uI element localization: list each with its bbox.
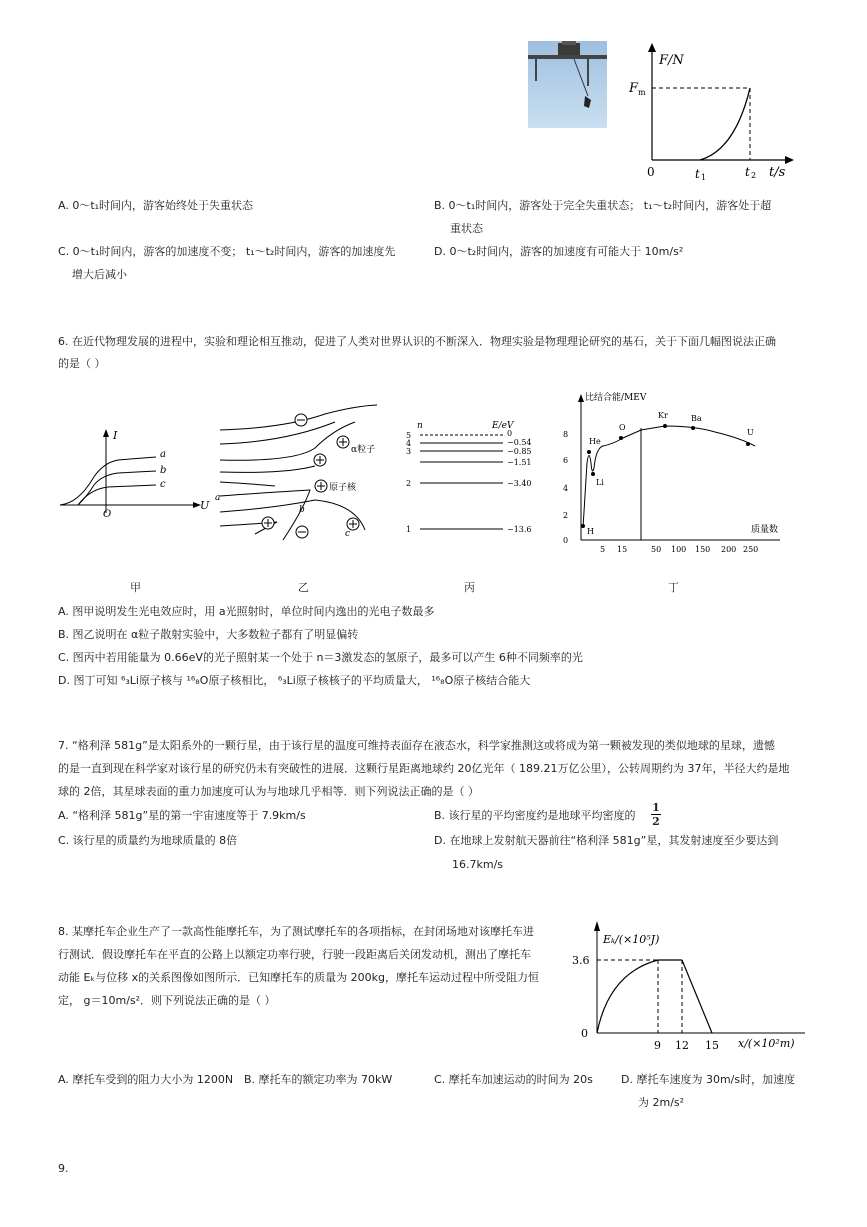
ding-xtick-50: 50 [651, 545, 662, 554]
caption-jia: 甲 [130, 581, 141, 594]
ding-ytick-4: 4 [563, 484, 569, 493]
jia-origin: O [103, 509, 112, 520]
figure-yi-scattering [215, 400, 380, 545]
kinetic-energy-graph [565, 915, 810, 1055]
ek-graph-x12: 12 [675, 1039, 689, 1052]
graph-xlabel: t/s [769, 165, 786, 180]
ding-xtick-100: 100 [671, 545, 687, 554]
bing-e4: −0.54 [507, 438, 532, 447]
figure-jia-photoelectric [58, 425, 208, 520]
ding-xtick-250: 250 [743, 545, 759, 554]
q7-fraction-den: 2 [652, 815, 660, 828]
figure-bing-energy-levels [400, 417, 550, 539]
q6-option-b: B. 图乙说明在 α粒子散射实验中，大多数粒子都有了明显偏转 [58, 628, 359, 641]
q5-option-b: B. 0～t₁时间内，游客处于完全失重状态； t₁～t₂时间内，游客处于超 [434, 199, 772, 212]
caption-yi: 乙 [298, 581, 309, 594]
q7-option-d-cont: 16.7km/s [452, 858, 504, 871]
ding-ytick-0: 0 [563, 536, 569, 545]
fm-sub: m [638, 88, 646, 97]
bing-n-header: n [417, 421, 423, 431]
q5-option-b-cont: 重状态 [450, 222, 483, 235]
q7-option-a: A. “格利泽 581g”星的第一宇宙速度等于 7.9km/s [58, 809, 306, 822]
jia-curve-b: b [160, 465, 167, 476]
ding-label-kr: Kr [658, 411, 668, 420]
ek-graph-x9: 9 [654, 1039, 661, 1052]
q6-stem-line2: 的是（ ） [58, 357, 106, 370]
q8-stem-line1: 8. 某摩托车企业生产了一款高性能摩托车，为了测试摩托车的各项指标，在封闭场地对该摩托车进 [58, 925, 534, 938]
ding-xlabel: 质量数 [751, 525, 779, 535]
q7-stem-line3: 球的 2倍，其星球表面的重力加速度可认为与地球几乎相等．则下列说法正确的是（ ） [58, 785, 479, 798]
jia-curve-a: a [160, 449, 166, 460]
caption-ding: 丁 [668, 581, 679, 594]
q7-option-b: B. 该行星的平均密度约是地球平均密度的 [434, 809, 636, 822]
t2-label: t [745, 165, 750, 179]
ek-graph-y36: 3.6 [572, 954, 590, 967]
q8-option-d: D. 摩托车速度为 30m/s时，加速度 [621, 1073, 796, 1086]
bing-n4: 4 [406, 439, 412, 448]
yi-track-c: c [345, 529, 351, 539]
ding-label-u: U [747, 428, 754, 437]
ding-label-h: H [587, 527, 594, 536]
ding-label-o: O [619, 423, 626, 432]
ding-xtick-200: 200 [721, 545, 737, 554]
q7-fraction-num: 1 [652, 801, 660, 814]
q5-option-d: D. 0～t₂时间内，游客的加速度有可能大于 10m/s² [434, 245, 684, 258]
yi-track-a: a [215, 493, 221, 503]
q6-option-c: C. 图丙中若用能量为 0.66eV的光子照射某一个处于 n＝3激发态的氢原子，最多可以产生 6种不同频率的光 [58, 651, 583, 664]
ding-ytick-6: 6 [563, 456, 569, 465]
t1-sub: 1 [701, 173, 707, 182]
q8-option-d-cont: 为 2m/s² [638, 1096, 685, 1109]
q7-fraction [651, 801, 661, 828]
q7-stem-line2: 的是一直到现在科学家对该行星的研究仍未有突破性的进展．这颗行星距离地球约 20亿光年（ 189.21万亿公里），公转周期约为 37年，半径大约是地 [58, 762, 790, 775]
bing-n5: 5 [406, 431, 412, 440]
ek-graph-origin: 0 [581, 1027, 588, 1040]
q6-option-d: D. 图丁可知 ⁶₃Li原子核与 ¹⁶₈O原子核相比， ⁶₃Li原子核核子的平均质量大， ¹⁶₈O原子核结合能大 [58, 674, 531, 687]
q5-option-a: A. 0～t₁时间内，游客始终处于失重状态 [58, 199, 254, 212]
bing-e1: −13.6 [507, 525, 532, 534]
bing-e2: −3.40 [507, 479, 532, 488]
origin-label: 0 [647, 165, 655, 179]
ek-graph-ylabel: Eₖ/(×10⁵J) [603, 933, 660, 946]
q8-stem-line3: 动能 Eₖ与位移 x的关系图像如图所示．已知摩托车的质量为 200kg，摩托车运动过程中所受阻力恒 [58, 971, 539, 984]
ek-graph-x15: 15 [705, 1039, 719, 1052]
ding-xtick-5: 5 [600, 545, 606, 554]
ding-label-ba: Ba [691, 414, 702, 423]
yi-nucleus-label: 原子核 [329, 483, 357, 493]
yi-track-b: b [299, 505, 305, 515]
ding-ylabel: 比结合能/MEV [585, 393, 647, 403]
bing-n1: 1 [406, 525, 412, 534]
ding-xtick-150: 150 [695, 545, 711, 554]
jia-axis-u: U [200, 499, 210, 512]
yi-alpha-label: α粒子 [351, 445, 376, 455]
bungee-photo [528, 41, 607, 128]
bing-e-151: −1.51 [507, 458, 532, 467]
force-time-graph [615, 40, 800, 185]
q7-option-d: D. 在地球上发射航天器前往“格利泽 581g”星，其发射速度至少要达到 [434, 834, 779, 847]
ding-label-he: He [589, 437, 601, 446]
ding-ytick-2: 2 [563, 511, 569, 520]
ding-label-li: Li [596, 478, 604, 487]
q6-stem-line1: 6. 在近代物理发展的进程中，实验和理论相互推动，促进了人类对世界认识的不断深入．物理实验是物理理论研究的基石，关于下面几幅图说法正确 [58, 335, 776, 348]
q7-option-c: C. 该行星的质量约为地球质量的 8倍 [58, 834, 238, 847]
bing-e3: −0.85 [507, 447, 532, 456]
bing-e-header: E/eV [492, 421, 514, 431]
bing-n3: 3 [406, 447, 412, 456]
ding-xtick-15: 15 [617, 545, 628, 554]
q5-option-c-cont: 增大后减小 [72, 268, 127, 281]
ek-graph-xlabel: x/(×10²m) [738, 1037, 795, 1050]
bing-n2: 2 [406, 479, 412, 488]
q7-stem-line1: 7. “格利泽 581g”是太阳系外的一颗行星，由于该行星的温度可维持表面存在液态水，科学家推测这或将成为第一颗被发现的类似地球的星球，遗憾 [58, 739, 775, 752]
jia-axis-i: I [113, 429, 118, 442]
q8-option-b: B. 摩托车的额定功率为 70kW [244, 1073, 393, 1086]
t2-sub: 2 [751, 171, 757, 180]
q8-stem-line2: 行测试．假设摩托车在平直的公路上以额定功率行驶，行驶一段距离后关闭发动机，测出了摩托车 [58, 948, 531, 961]
q5-option-c: C. 0～t₁时间内，游客的加速度不变； t₁～t₂时间内，游客的加速度先 [58, 245, 396, 258]
q8-option-a: A. 摩托车受到的阻力大小为 1200N [58, 1073, 234, 1086]
ding-ytick-8: 8 [563, 430, 569, 439]
q6-option-a: A. 图甲说明发生光电效应时，用 a光照射时，单位时间内逸出的光电子数最多 [58, 605, 435, 618]
bing-e5: 0 [507, 429, 513, 438]
q8-option-c: C. 摩托车加速运动的时间为 20s [434, 1073, 593, 1086]
t1-label: t [695, 167, 700, 181]
graph-ylabel: F/N [659, 53, 684, 68]
caption-bing: 丙 [464, 581, 475, 594]
q8-stem-line4: 定， g＝10m/s²．则下列说法正确的是（ ） [58, 994, 276, 1007]
fm-label: F [629, 81, 639, 96]
q9-label: 9. [58, 1162, 69, 1175]
jia-curve-c: c [160, 479, 166, 490]
figure-ding-binding-energy [555, 388, 790, 553]
